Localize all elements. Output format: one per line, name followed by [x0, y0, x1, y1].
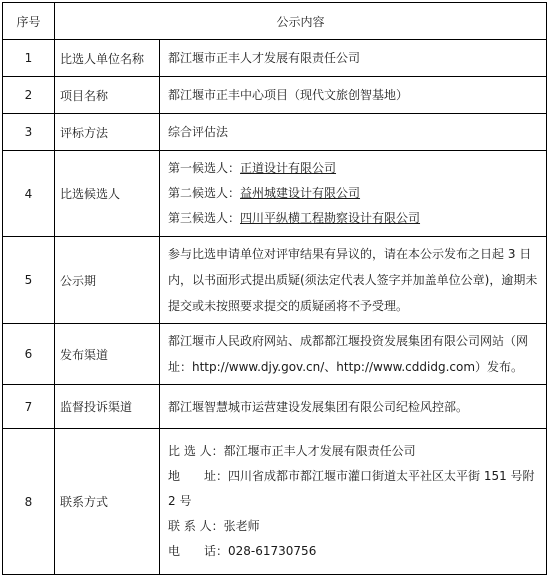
header-number: 序号	[3, 3, 55, 40]
contact-item	[168, 514, 540, 539]
candidate-item	[168, 156, 540, 181]
candidate-rank-label: 第二候选人：	[168, 186, 241, 200]
contact-value: 028-61730756	[228, 544, 317, 558]
row-name: 发布渠道	[55, 324, 160, 385]
candidate-company: 四川平纵横工程勘察设计有限公司	[240, 211, 421, 225]
row-number: 5	[3, 237, 55, 324]
candidate-item	[168, 206, 540, 231]
candidate-company: 益州城建设计有限公司	[240, 186, 361, 200]
row-name: 公示期	[55, 237, 160, 324]
contact-value: 都江堰市正丰人才发展有限责任公司	[223, 444, 416, 458]
row-value: 都江堰市人民政府网站、成都都江堰投资发展集团有限公司网站（网址：http://www.djy.gov.cn/、http://www.cddidg.com）发布。	[160, 324, 547, 385]
contact-list	[160, 429, 547, 575]
table-row	[3, 40, 547, 77]
contact-item	[168, 539, 540, 564]
row-name: 监督投诉渠道	[55, 385, 160, 429]
candidate-rank-label: 第一候选人：	[168, 161, 241, 175]
table-row	[3, 324, 547, 385]
contact-item	[168, 439, 540, 464]
row-value: 综合评估法	[160, 114, 547, 151]
header-content: 公示内容	[55, 3, 547, 40]
row-number: 7	[3, 385, 55, 429]
table-row	[3, 77, 547, 114]
row-number: 6	[3, 324, 55, 385]
row-number: 3	[3, 114, 55, 151]
row-value: 参与比选申请单位对评审结果有异议的，请在本公示发布之日起 3 日内，以书面形式提出质疑(须法定代表人签字并加盖单位公章)，逾期未提交或未按照要求提交的质疑函将不予受理。	[160, 237, 547, 324]
row-name: 比选人单位名称	[55, 40, 160, 77]
contact-item	[168, 464, 540, 514]
candidate-list	[160, 151, 547, 237]
contact-value: 四川省成都市都江堰市灌口街道太平社区太平街 151 号附 2 号	[168, 469, 535, 508]
table-header-row	[3, 3, 547, 40]
row-name: 比选候选人	[55, 151, 160, 237]
row-name: 联系方式	[55, 429, 160, 575]
table-row	[3, 429, 547, 575]
row-number: 1	[3, 40, 55, 77]
candidate-company: 正道设计有限公司	[240, 161, 337, 175]
contact-label: 比 选 人：	[168, 444, 224, 458]
table-row	[3, 151, 547, 237]
row-number: 8	[3, 429, 55, 575]
row-value: 都江堰智慧城市运营建设发展集团有限公司纪检风控部。	[160, 385, 547, 429]
contact-label: 联 系 人：	[168, 519, 224, 533]
row-number: 2	[3, 77, 55, 114]
row-name: 评标方法	[55, 114, 160, 151]
candidate-item	[168, 181, 540, 206]
table-row	[3, 385, 547, 429]
row-value: 都江堰市正丰人才发展有限责任公司	[160, 40, 547, 77]
table-row	[3, 237, 547, 324]
contact-label: 地 址：	[168, 469, 229, 483]
table-row	[3, 114, 547, 151]
row-number: 4	[3, 151, 55, 237]
announcement-table	[2, 2, 547, 575]
row-name: 项目名称	[55, 77, 160, 114]
row-value: 都江堰市正丰中心项目（现代文旅创智基地）	[160, 77, 547, 114]
candidate-rank-label: 第三候选人：	[168, 211, 241, 225]
contact-value: 张老师	[223, 519, 260, 533]
contact-label: 电 话：	[168, 544, 229, 558]
